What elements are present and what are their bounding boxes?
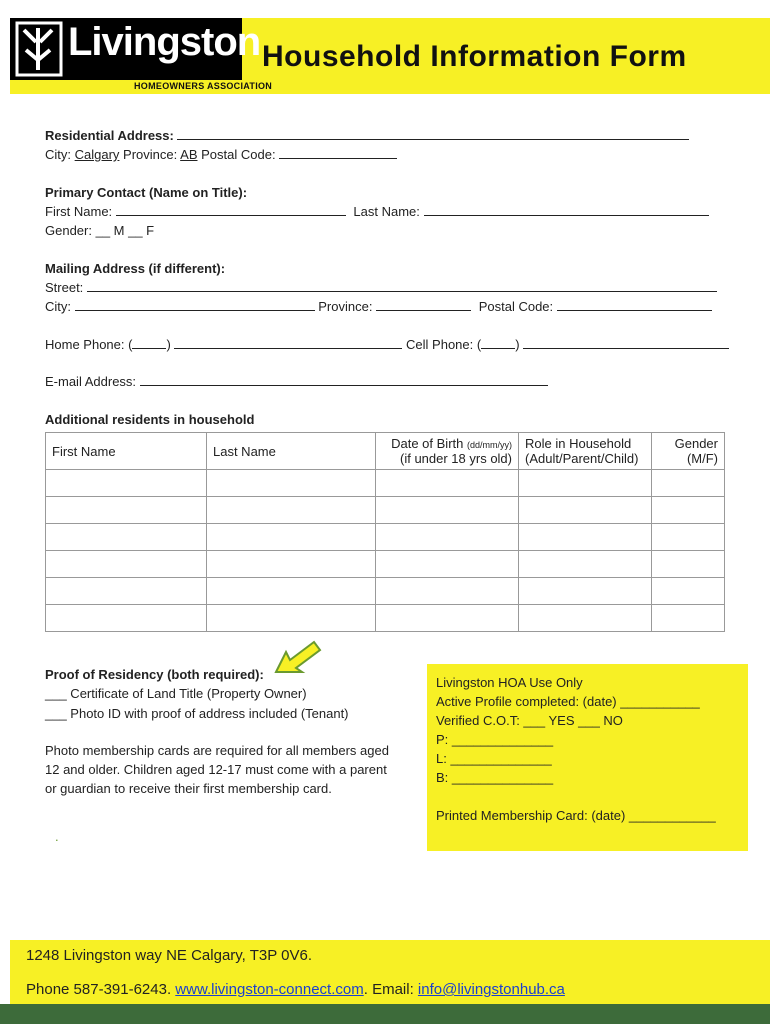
table-cell[interactable] bbox=[46, 551, 207, 578]
residents-label: Additional residents in household bbox=[45, 412, 255, 427]
hoa-l[interactable]: L: ______________ bbox=[436, 751, 552, 766]
table-row bbox=[46, 578, 725, 605]
first-name-label: First Name: bbox=[45, 204, 113, 219]
table-cell[interactable] bbox=[652, 551, 725, 578]
hoa-active-profile[interactable]: Active Profile completed: (date) ___________ bbox=[436, 694, 700, 709]
table-cell[interactable] bbox=[376, 470, 519, 497]
website-link[interactable]: www.livingston-connect.com bbox=[175, 981, 364, 998]
logo-subtitle: HOMEOWNERS ASSOCIATION bbox=[134, 81, 273, 91]
col-gender bbox=[652, 433, 725, 470]
hoa-title: Livingston HOA Use Only bbox=[436, 675, 583, 690]
footer-phone: Phone 587-391-6243. bbox=[26, 981, 172, 998]
city-value: Calgary bbox=[74, 147, 120, 162]
table-cell[interactable] bbox=[652, 578, 725, 605]
last-name-label: Last Name: bbox=[353, 204, 420, 219]
email-row bbox=[45, 373, 548, 391]
col-last-name: Last Name bbox=[207, 433, 376, 470]
city-label: City: bbox=[45, 147, 71, 162]
table-cell[interactable] bbox=[519, 551, 652, 578]
street-field[interactable] bbox=[87, 279, 717, 292]
table-cell[interactable] bbox=[46, 524, 207, 551]
table-row bbox=[46, 551, 725, 578]
mailing-address-label: Mailing Address (if different): bbox=[45, 261, 226, 276]
table-cell[interactable] bbox=[376, 551, 519, 578]
table-row bbox=[46, 497, 725, 524]
cell-area-code-field[interactable] bbox=[481, 336, 515, 349]
table-cell[interactable] bbox=[207, 578, 376, 605]
table-row bbox=[46, 605, 725, 632]
table-cell[interactable] bbox=[652, 470, 725, 497]
table-cell[interactable] bbox=[519, 497, 652, 524]
primary-contact-label: Primary Contact (Name on Title): bbox=[45, 185, 248, 200]
residential-address-label: Residential Address: bbox=[45, 128, 174, 143]
proof-option-photo-id[interactable]: ___ Photo ID with proof of address included (Tenant) bbox=[45, 706, 349, 721]
gender-row[interactable]: Gender: __ M __ F bbox=[45, 223, 155, 238]
postal-code-field[interactable] bbox=[279, 146, 397, 159]
col-role bbox=[519, 433, 652, 470]
residential-address-field[interactable] bbox=[177, 127, 689, 140]
hoa-b[interactable]: B: ______________ bbox=[436, 770, 554, 785]
street-label: Street: bbox=[45, 280, 84, 295]
membership-note-3: or guardian to receive their first membership card. bbox=[45, 781, 332, 796]
residents-table bbox=[45, 432, 725, 632]
table-row bbox=[46, 470, 725, 497]
col-dob-label: Date of Birth bbox=[391, 436, 464, 451]
table-cell[interactable] bbox=[46, 497, 207, 524]
table-cell[interactable] bbox=[652, 524, 725, 551]
proof-label: Proof of Residency (both required): bbox=[45, 667, 264, 682]
province-value: AB bbox=[180, 147, 198, 162]
footer-address: 1248 Livingston way NE Calgary, T3P 0V6. bbox=[26, 947, 312, 964]
table-cell[interactable] bbox=[207, 524, 376, 551]
residential-address-row bbox=[45, 127, 689, 145]
mailing-city-label: City: bbox=[45, 299, 71, 314]
mailing-city-field[interactable] bbox=[75, 298, 315, 311]
table-row bbox=[46, 524, 725, 551]
table-cell[interactable] bbox=[207, 605, 376, 632]
home-paren-close: ) bbox=[166, 337, 171, 352]
table-cell[interactable] bbox=[207, 470, 376, 497]
col-dob-note: (if under 18 yrs old) bbox=[400, 451, 512, 466]
proof-option-land-title[interactable]: ___ Certificate of Land Title (Property Owner) bbox=[45, 686, 307, 701]
postal-code-label: Postal Code: bbox=[201, 147, 276, 162]
table-header-row bbox=[46, 433, 725, 470]
logo-name: Livingston bbox=[68, 20, 261, 64]
table-cell[interactable] bbox=[519, 524, 652, 551]
table-cell[interactable] bbox=[376, 578, 519, 605]
stray-dot: . bbox=[55, 829, 59, 844]
col-first-name: First Name bbox=[46, 433, 207, 470]
home-area-code-field[interactable] bbox=[132, 336, 166, 349]
table-cell[interactable] bbox=[652, 605, 725, 632]
email-field[interactable] bbox=[140, 373, 548, 386]
mailing-province-field[interactable] bbox=[376, 298, 471, 311]
cell-phone-label: Cell Phone: ( bbox=[406, 337, 482, 352]
table-cell[interactable] bbox=[207, 497, 376, 524]
hoa-verified[interactable]: Verified C.O.T: ___ YES ___ NO bbox=[436, 713, 623, 728]
table-cell[interactable] bbox=[519, 578, 652, 605]
mailing-province-label: Province: bbox=[318, 299, 373, 314]
email-link[interactable]: info@livingstonhub.ca bbox=[417, 981, 565, 998]
table-cell[interactable] bbox=[46, 578, 207, 605]
mailing-postal-field[interactable] bbox=[557, 298, 712, 311]
tree-logo-icon bbox=[14, 20, 66, 78]
col-role-label: Role in Household bbox=[525, 436, 632, 451]
phone-row bbox=[45, 336, 729, 354]
table-cell[interactable] bbox=[652, 497, 725, 524]
table-cell[interactable] bbox=[376, 524, 519, 551]
col-role-note: (Adult/Parent/Child) bbox=[525, 451, 639, 466]
cell-phone-field[interactable] bbox=[523, 336, 729, 349]
first-name-field[interactable] bbox=[116, 203, 346, 216]
table-cell[interactable] bbox=[519, 470, 652, 497]
page-title: Household Information Form bbox=[262, 40, 687, 73]
table-cell[interactable] bbox=[46, 470, 207, 497]
home-phone-label: Home Phone: ( bbox=[45, 337, 133, 352]
col-gender-note: (M/F) bbox=[686, 451, 718, 466]
cell-paren-close: ) bbox=[515, 337, 520, 352]
membership-note-1: Photo membership cards are required for all members aged bbox=[45, 743, 389, 758]
table-cell[interactable] bbox=[46, 605, 207, 632]
col-dob bbox=[376, 433, 519, 470]
col-dob-format: (dd/mm/yy) bbox=[467, 440, 512, 450]
membership-note-2: 12 and older. Children aged 12-17 must come with a parent bbox=[45, 762, 387, 777]
hoa-printed-card[interactable]: Printed Membership Card: (date) ____________ bbox=[436, 808, 716, 823]
hoa-use-only-box bbox=[427, 664, 748, 851]
footer-contact-row: Phone 587-391-6243. www.livingston-connect.com. Email: info@livingstonhub.ca bbox=[26, 981, 565, 998]
email-label: E-mail Address: bbox=[45, 374, 137, 389]
table-cell[interactable] bbox=[519, 605, 652, 632]
last-name-field[interactable] bbox=[424, 203, 709, 216]
table-cell[interactable] bbox=[376, 605, 519, 632]
hoa-p[interactable]: P: ______________ bbox=[436, 732, 554, 747]
city-province-row bbox=[45, 146, 397, 164]
mailing-city-row bbox=[45, 298, 712, 316]
footer-green-stripe bbox=[0, 1004, 770, 1024]
home-phone-field[interactable] bbox=[174, 336, 402, 349]
table-cell[interactable] bbox=[376, 497, 519, 524]
province-label: Province: bbox=[123, 147, 178, 162]
table-cell[interactable] bbox=[207, 551, 376, 578]
name-row bbox=[45, 203, 709, 221]
col-gender-label: Gender bbox=[674, 436, 718, 451]
footer-email-label: Email: bbox=[372, 981, 414, 998]
mailing-postal-label: Postal Code: bbox=[478, 299, 554, 314]
street-row bbox=[45, 279, 717, 297]
arrow-icon bbox=[272, 638, 324, 678]
